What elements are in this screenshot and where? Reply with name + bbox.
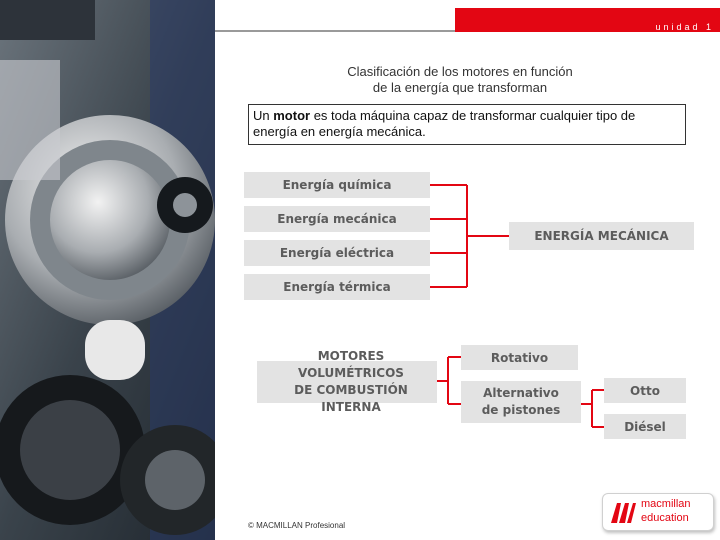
energy-output-box bbox=[509, 222, 694, 250]
energy-label-chemical: Energía química bbox=[282, 178, 392, 192]
macmillan-logo bbox=[602, 493, 714, 531]
slide-title-line-1: Clasificación de los motores en función bbox=[347, 64, 573, 79]
engine-type-line-2: DE COMBUSTIÓN INTERNA bbox=[294, 383, 408, 414]
rotary-box bbox=[461, 345, 578, 370]
energy-box-chemical bbox=[244, 172, 430, 198]
energy-box-thermal bbox=[244, 274, 430, 300]
energy-box-electrical bbox=[244, 240, 430, 266]
connector-engine-types bbox=[437, 357, 461, 404]
definition-text-start: Un bbox=[253, 108, 274, 123]
connector-cycles bbox=[581, 390, 604, 427]
energy-label-thermal: Energía térmica bbox=[283, 280, 391, 294]
copyright-text: © MACMILLAN Profesional bbox=[248, 521, 346, 530]
energy-box-mechanical bbox=[244, 206, 430, 232]
engine-type-line-1: MOTORES VOLUMÉTRICOS bbox=[298, 349, 404, 380]
reciprocating-box bbox=[461, 381, 581, 423]
slide-title-line-2: de la energía que transforman bbox=[372, 80, 548, 95]
reciprocating-line-2: de pistones bbox=[481, 403, 561, 417]
energy-output-label: ENERGÍA MECÁNICA bbox=[534, 229, 669, 243]
energy-label-mechanical: Energía mecánica bbox=[277, 212, 397, 226]
diesel-box bbox=[604, 414, 686, 439]
unit-label: unidad 1 bbox=[655, 22, 714, 32]
macmillan-logo-icon bbox=[609, 499, 637, 525]
rotary-label: Rotativo bbox=[490, 350, 549, 365]
logo-text-line-1: macmillan bbox=[641, 498, 691, 510]
engine-type-box bbox=[257, 349, 437, 414]
otto-label: Otto bbox=[630, 383, 660, 398]
definition-term: motor bbox=[273, 108, 311, 123]
energy-label-electrical: Energía eléctrica bbox=[279, 246, 395, 260]
diesel-label: Diésel bbox=[624, 419, 666, 434]
definition-text-end: es toda máquina capaz de transformar cualquier tipo de energía en energía mecánica. bbox=[253, 108, 636, 139]
connector-energy-inputs bbox=[430, 185, 509, 287]
reciprocating-line-1: Alternativo bbox=[483, 386, 559, 400]
otto-box bbox=[604, 378, 686, 403]
logo-text-line-2: education bbox=[641, 512, 689, 524]
